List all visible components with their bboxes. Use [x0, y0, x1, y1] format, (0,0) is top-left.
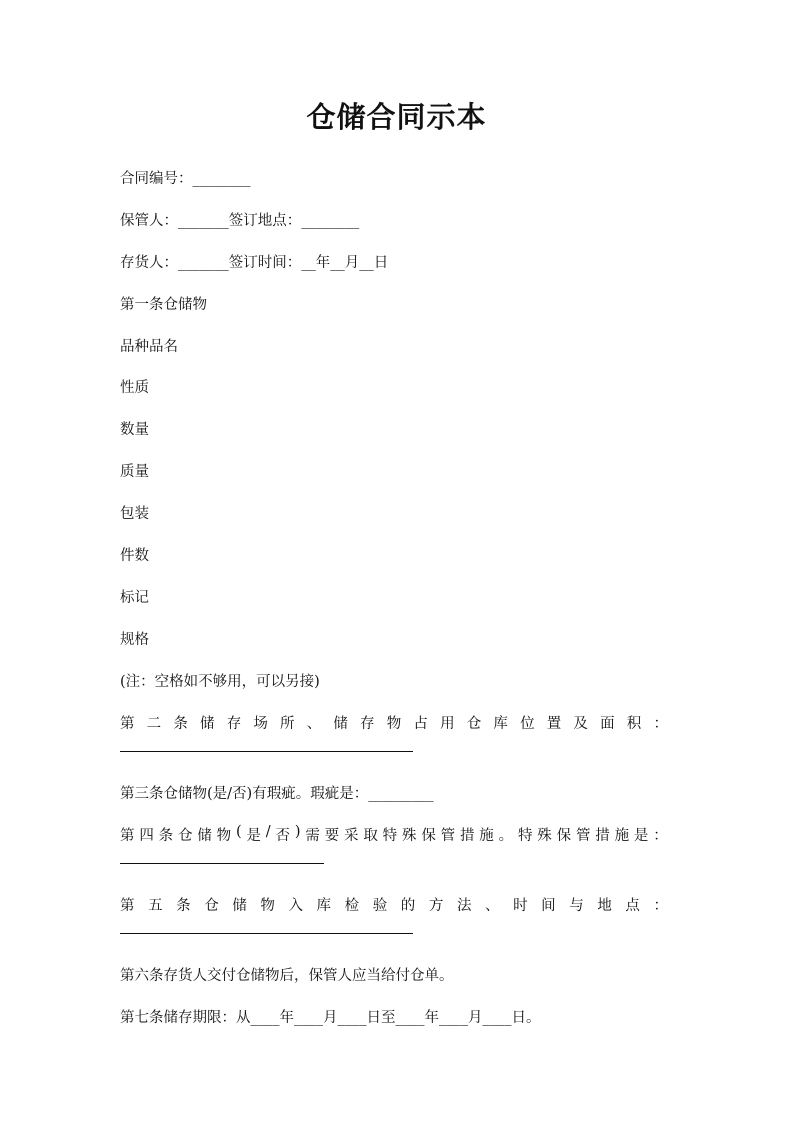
text-char: ): [294, 824, 301, 840]
text-char: 二: [146, 716, 162, 732]
text-char: 面: [600, 716, 615, 732]
text-char: ：: [653, 898, 668, 914]
text-char: 间: [541, 898, 556, 914]
article-2-blank: [120, 751, 413, 752]
text-char: 取: [363, 828, 378, 844]
text-char: 第: [120, 716, 135, 732]
text-char: 条: [158, 828, 174, 844]
article-3: 第三条仓储物(是/否)有瑕疵。瑕疵是：_________: [120, 786, 434, 802]
text-char: 的: [400, 898, 416, 914]
field-nature: 性质: [120, 380, 149, 396]
text-char: 储: [232, 898, 247, 914]
text-char: 施: [614, 828, 630, 844]
text-char: 所: [280, 716, 295, 732]
article-5-blank: [120, 933, 413, 934]
text-char: 保: [421, 828, 436, 844]
article-4: [120, 824, 668, 845]
article-2: [120, 712, 668, 733]
text-char: 地: [597, 898, 612, 914]
text-char: 验: [372, 898, 388, 914]
text-char: ：: [653, 828, 668, 844]
text-char: 否: [275, 828, 291, 844]
text-char: 储: [333, 716, 348, 732]
text-char: 第: [120, 828, 135, 844]
text-char: 仓: [204, 898, 219, 914]
custodian-line: 保管人：_______签订地点：________: [120, 213, 360, 229]
text-char: 位: [520, 716, 535, 732]
text-char: 仓: [177, 828, 193, 844]
text-char: 保: [556, 828, 572, 844]
text-char: 储: [200, 716, 215, 732]
text-char: 物: [216, 828, 232, 844]
text-char: 库: [493, 716, 508, 732]
text-char: 、: [306, 716, 322, 732]
field-name: 品种品名: [120, 339, 178, 355]
text-char: 特: [517, 828, 533, 844]
depositor-line: 存货人：_______签订时间：__年__月__日: [120, 255, 389, 271]
article-1-heading: 第一条仓储物: [120, 297, 207, 313]
text-char: 措: [459, 828, 475, 844]
text-char: 是: [633, 828, 649, 844]
text-char: 特: [382, 828, 398, 844]
contract-number-line: 合同编号：________: [120, 171, 251, 187]
field-specification: 规格: [120, 632, 149, 648]
text-char: 积: [626, 716, 642, 732]
text-char: 采: [344, 828, 359, 844]
text-char: 四: [139, 828, 154, 844]
text-char: 占: [413, 716, 428, 732]
text-char: 需: [305, 828, 320, 844]
text-char: 。: [498, 828, 514, 844]
text-char: 时: [513, 898, 528, 914]
text-char: ：: [653, 716, 668, 732]
text-char: 措: [595, 828, 610, 844]
note-line: (注：空格如不够用，可以另接): [120, 674, 320, 690]
text-char: 条: [173, 716, 188, 732]
text-char: 及: [573, 716, 588, 732]
article-7: 第七条储存期限：从____年____月____日至____年____月____日。: [120, 1010, 541, 1026]
field-packaging: 包装: [120, 506, 149, 522]
text-char: 方: [428, 898, 444, 914]
text-char: 是: [246, 828, 261, 844]
text-char: 入: [288, 898, 303, 914]
text-char: 管: [440, 828, 456, 844]
text-char: 点: [625, 898, 640, 914]
text-char: 存: [360, 716, 375, 732]
text-char: 物: [260, 898, 275, 914]
text-char: 法: [456, 898, 472, 914]
text-char: 物: [386, 716, 402, 732]
text-char: 检: [344, 898, 360, 914]
text-char: 要: [324, 828, 340, 844]
text-char: 条: [176, 898, 191, 914]
text-char: 仓: [466, 716, 482, 732]
text-char: 存: [226, 716, 242, 732]
article-4-blank: [120, 863, 324, 864]
field-quantity: 数量: [120, 422, 149, 438]
field-quality: 质量: [120, 464, 149, 480]
text-char: (: [235, 824, 242, 840]
document-title: 仓储合同示本: [306, 100, 487, 134]
text-char: 管: [575, 828, 591, 844]
text-char: 五: [148, 898, 163, 914]
text-char: 储: [197, 828, 212, 844]
text-char: 置: [546, 716, 562, 732]
text-char: 与: [569, 898, 584, 914]
article-6: 第六条存货人交付仓储物后，保管人应当给付仓单。: [120, 968, 454, 984]
text-char: 殊: [537, 828, 552, 844]
text-char: 施: [479, 828, 494, 844]
field-marks: 标记: [120, 590, 149, 606]
text-char: 用: [440, 716, 455, 732]
text-char: 第: [120, 898, 135, 914]
text-char: 场: [253, 716, 268, 732]
text-char: 、: [485, 898, 500, 914]
field-pieces: 件数: [120, 548, 149, 564]
text-char: 库: [316, 898, 332, 914]
text-char: /: [265, 824, 271, 840]
article-5: [120, 894, 668, 915]
text-char: 殊: [401, 828, 417, 844]
